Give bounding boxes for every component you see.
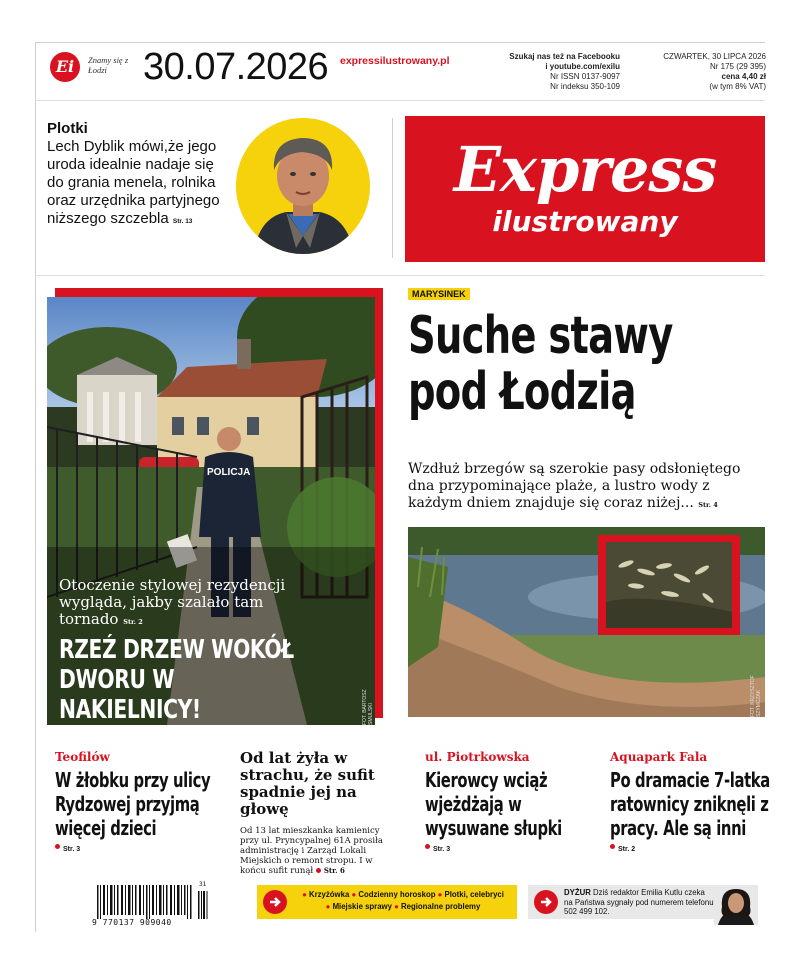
- red-dot-icon: [316, 868, 321, 873]
- masthead-express: Express: [453, 133, 717, 206]
- dead-fish-inset[interactable]: [606, 542, 732, 628]
- barcode-addon: 31: [199, 881, 207, 888]
- price: cena 4,40 zł: [721, 72, 766, 81]
- promo-text: ● Krzyżówka ● Codzienny horoskop ● Plotki, celebryci ● Miejskie sprawy ● Regionalne problemy: [302, 890, 504, 911]
- teaser-2-body: [240, 826, 400, 876]
- page-border-top: [35, 42, 765, 43]
- plotki-teaser[interactable]: [47, 138, 227, 231]
- social-line-1: Szukaj nas też na Facebooku: [509, 52, 620, 61]
- arrow-right-icon[interactable]: [263, 890, 287, 914]
- ei-logo[interactable]: Ei: [50, 52, 80, 82]
- plotki-divider: [392, 118, 393, 258]
- left-story[interactable]: [47, 297, 375, 725]
- social-info: [480, 52, 620, 92]
- teaser-3-page-ref: Str. 3: [433, 846, 451, 853]
- main-headline-line-2: pod Łodzią: [408, 362, 636, 422]
- weekday-date: CZWARTEK, 30 LIPCA 2026: [663, 52, 766, 61]
- masthead[interactable]: [405, 116, 765, 262]
- masthead-ilustrowany: ilustrowany: [492, 205, 678, 238]
- editor-portrait: [714, 885, 758, 925]
- teaser-1-headline: W żłobku przy ulicy Rydzowej przyjmą więcej dzieci: [55, 768, 211, 840]
- main-photo-credit: FOT. KRZYSZTOF SZYMCZAK: [750, 675, 762, 717]
- left-story-headline: RZEŹ DRZEW WOKÓŁ DWORU W NAKIELNICY!: [59, 635, 294, 725]
- issue-date: 30.07.2026: [143, 46, 329, 88]
- duty-label: DYŻUR: [564, 888, 591, 897]
- main-story-lead: [408, 461, 768, 514]
- duty-text: [564, 888, 714, 917]
- red-dot-icon: [425, 844, 430, 849]
- left-story-caption: [59, 577, 309, 631]
- main-story-tag[interactable]: MARYSINEK: [408, 288, 470, 300]
- main-story-page-ref: Str. 4: [698, 501, 718, 509]
- promo-item-3: Plotki, celebryci: [444, 890, 504, 899]
- man-portrait-image: [236, 118, 370, 254]
- issn: Nr ISSN 0137-9097: [550, 72, 620, 81]
- left-story-page-ref: Str. 2: [123, 618, 143, 626]
- main-headline-line-1: Suche stawy: [408, 306, 673, 366]
- teaser-teofilow[interactable]: [55, 750, 225, 856]
- index-number: Nr indeksu 350-109: [550, 82, 620, 91]
- left-photo-credit: FOT. BARTOSZ SMULSKI: [362, 689, 374, 725]
- barcode: [97, 881, 209, 919]
- main-story-headline[interactable]: [408, 308, 674, 420]
- barcode-image: [97, 885, 209, 919]
- plotki-portrait: [236, 118, 370, 254]
- teaser-2-page-ref: Str. 6: [323, 866, 345, 875]
- red-dot-icon: [610, 844, 615, 849]
- issue-info: [640, 52, 766, 92]
- promo-item-4: Miejskie sprawy: [332, 902, 392, 911]
- barcode-number: 9 770137 909040: [92, 918, 172, 927]
- website-link[interactable]: expressilustrowany.pl: [340, 55, 450, 67]
- teaser-sufit[interactable]: [240, 750, 400, 876]
- red-dot-icon: [55, 844, 60, 849]
- page-border-left: [35, 42, 36, 932]
- arrow-right-icon[interactable]: [534, 890, 558, 914]
- teaser-4-headline: Po dramacie 7-latka ratownicy zniknęli z pracy. Ale są inni: [610, 768, 770, 840]
- teaser-3-headline: Kierowcy wciąż wjeżdżają w wysuwane słupki: [425, 768, 562, 840]
- header-divider: [35, 100, 765, 101]
- promo-item-2: Codzienny horoskop: [358, 890, 436, 899]
- svg-text:POLICJA: POLICJA: [207, 467, 251, 478]
- teaser-aquapark[interactable]: [610, 750, 780, 856]
- teaser-1-kicker: Teofilów: [55, 750, 110, 764]
- teaser-2-headline: Od lat żyła w strachu, że sufit spadnie jej na głowę: [240, 749, 375, 818]
- teaser-3-kicker: ul. Piotrkowska: [425, 750, 530, 764]
- left-story-caption-text: Otoczenie stylowej rezydencji wygląda, jakby szalało tam tornado: [59, 576, 286, 628]
- teaser-2-body-text: Od 13 lat mieszkanka kamienicy przy ul. Pryncypalnej 61A prosiła administrację i Zarząd Lokali Miejskich o remont stropu. I w końcu sufit runął: [240, 826, 383, 876]
- duty-message: Dziś redaktor Emilia Kutlu czeka na Państwa sygnały pod numerem telefonu 502 499 102.: [564, 888, 714, 916]
- editor-portrait-image: [714, 885, 758, 925]
- teaser-4-page-ref: Str. 2: [618, 846, 636, 853]
- plotki-page-ref: Str. 13: [172, 218, 193, 225]
- teaser-piotrkowska[interactable]: [425, 750, 595, 856]
- teaser-4-kicker: Aquapark Fala: [610, 750, 708, 764]
- dead-fish-image: [606, 542, 732, 628]
- promo-box[interactable]: [257, 885, 517, 919]
- main-story-lead-text: Wzdłuż brzegów są szerokie pasy odsłoniętego dna przypominające plaże, a lustro wody z każdym dniem znajduje się coraz niżej...: [408, 461, 741, 511]
- duty-box[interactable]: [528, 885, 758, 919]
- plotki-text: Lech Dyblik mówi,że jego uroda idealnie nadaje się do grania menela, rolnika oraz urzędnika partyjnego niższego szczebla: [47, 138, 220, 227]
- masthead-divider: [35, 275, 765, 276]
- promo-item-1: Krzyżówka: [308, 890, 350, 899]
- social-line-2: i youtube.com/exilu: [545, 62, 620, 71]
- plotki-title: Plotki: [47, 120, 88, 137]
- teaser-1-page-ref: Str. 3: [63, 846, 81, 853]
- tagline: Znamy się z Łodzi: [88, 55, 129, 75]
- vat-note: (w tym 8% VAT): [709, 82, 766, 91]
- issue-number: Nr 175 (29 395): [709, 62, 766, 71]
- promo-item-5: Regionalne problemy: [401, 902, 481, 911]
